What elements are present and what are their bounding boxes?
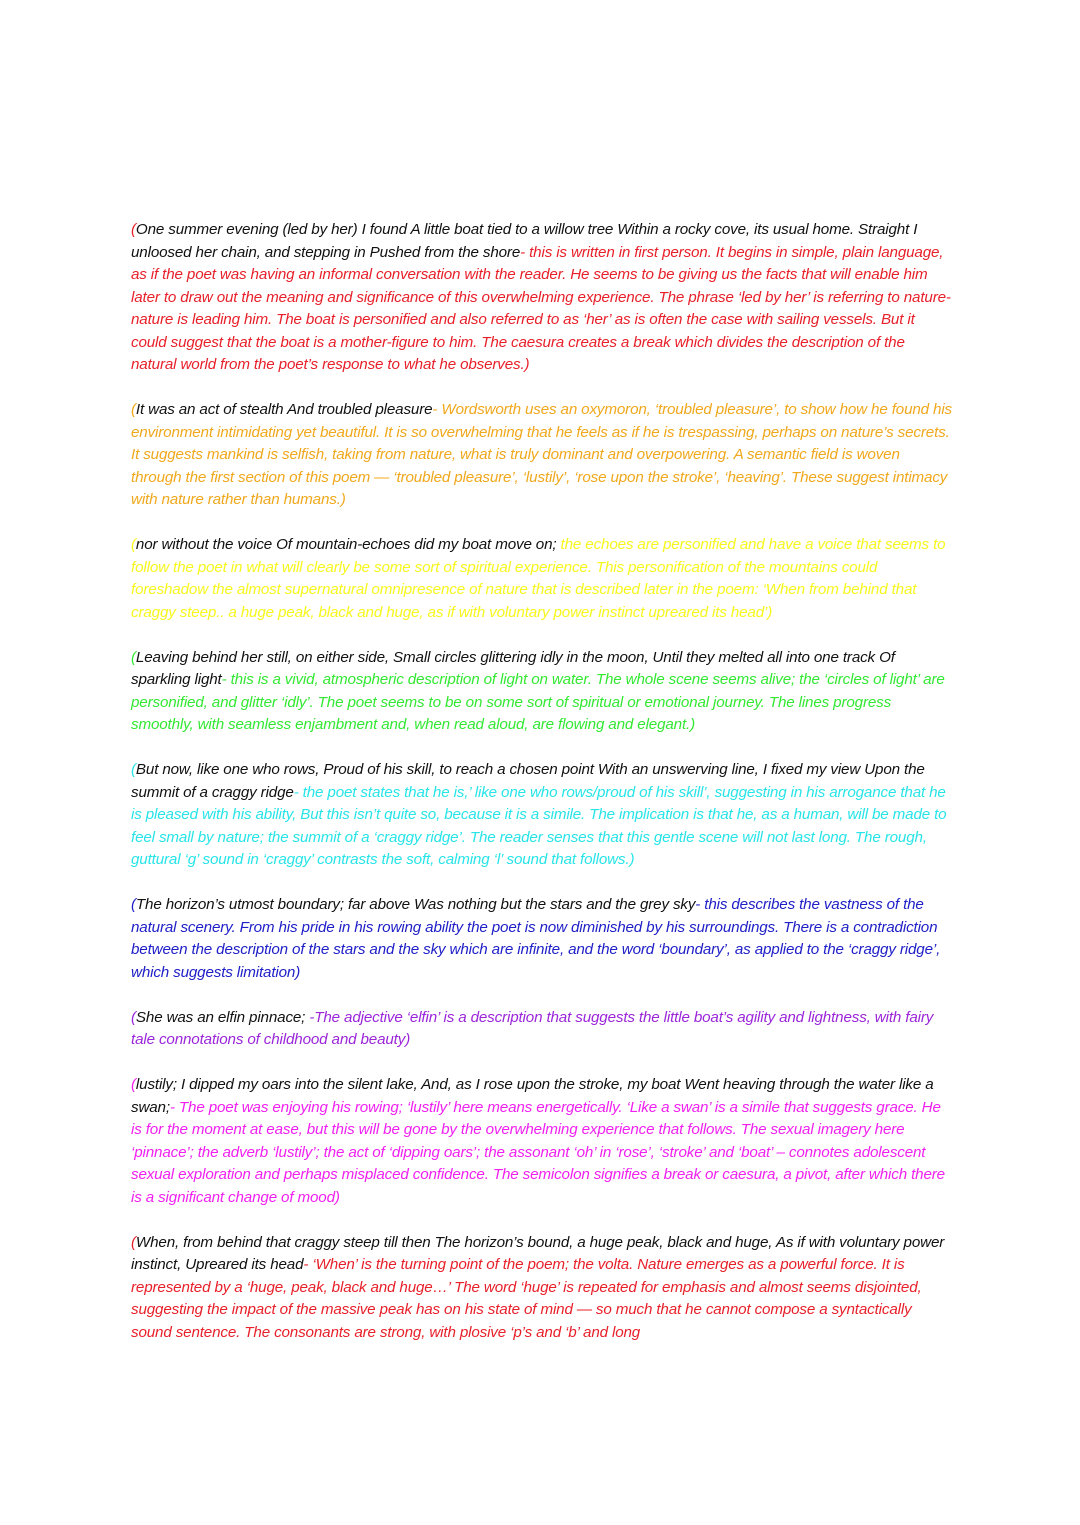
annotation-paragraph-8: [131, 1074, 953, 1209]
annotation-paragraph-6: [131, 894, 953, 984]
annotation-paragraph-2: [131, 399, 953, 512]
poem-quote: nor without the voice Of mountain-echoes did my boat move on;: [135, 536, 557, 553]
open-bracket: (: [131, 761, 136, 778]
poem-quote: The horizon’s utmost boundary; far above Was nothing but the stars and the grey sky: [135, 896, 696, 913]
poem-quote: It was an act of stealth And troubled pleasure: [135, 401, 433, 418]
annotation-paragraph-9: [131, 1232, 953, 1345]
open-bracket: (: [131, 1076, 136, 1093]
open-bracket: (: [131, 896, 136, 913]
annotation-text: - this is a vivid, atmospheric description of light on water. The whole scene seems alive; the ‘circles of light’ are personified, and glitter ‘idly’. The poet seems to be on some sort of spiritual or emotional journey. The lines progress smoothly, with seamless enjambment and, when read aloud, are flowing and elegant.): [131, 671, 945, 733]
annotation-paragraph-3: [131, 534, 953, 624]
poem-quote: Leaving behind her still, on either side, Small circles glittering idly in the moon, Until they melted all into one track Of sparkling light: [131, 648, 895, 688]
annotation-text: - this is written in first person. It begins in simple, plain language, as if the poet was having an informal conversation with the reader. He seems to be giving us the facts that will enable him later to draw out the meaning and significance of this overwhelming experience. The phrase ‘led by her’ is referring to nature- nature is leading him. The boat is personified and also referred to as ‘her’ as is often the case with sailing vessels. But it could suggest that the boat is a mother-figure to him. The caesura creates a break which divides the description of the natural world from the poet’s response to what he observes.): [131, 243, 951, 373]
annotation-text: - Wordsworth uses an oxymoron, ‘troubled pleasure’, to show how he found his environment intimidating yet beautiful. It is so overwhelming that he feels as if he is trespassing, perhaps on nature’s secrets. It suggests mankind is selfish, taking from nature, what is truly dominant and overpowering. A semantic field is woven through the first section of this poem — ‘troubled pleasure’, ‘lustily’, ‘rose upon the stroke’, ‘heaving’. These suggest intimacy with nature rather than humans.): [131, 401, 952, 508]
annotation-text: - ‘When’ is the turning point of the poem; the volta. Nature emerges as a powerful force. It is represented by a ‘huge, peak, black and huge…’ The word ‘huge’ is repeated for emphasis and almost seems disjointed, suggesting the impact of the massive peak has on his state of mind — so much that he cannot compose a syntactically sound sentence. The consonants are strong, with plosive ‘p’s and ‘b’ and long: [131, 1256, 922, 1341]
document-page: [131, 219, 953, 1367]
poem-quote: lustily; I dipped my oars into the silent lake, And, as I rose upon the stroke, my boat Went heaving through the water like a swan;: [131, 1076, 934, 1116]
open-bracket: (: [131, 401, 136, 418]
annotation-text: - this describes the vastness of the natural scenery. From his pride in his rowing ability the poet is now diminished by his surroundings. There is a contradiction between the description of the stars and the sky which are infinite, and the word ‘boundary’, as applied to the ‘craggy ridge’, which suggests limitation): [131, 896, 941, 981]
annotation-text: - The poet was enjoying his rowing; ‘lustily’ here means energetically. ‘Like a swan’ is a simile that suggests grace. He is for the moment at ease, but this will be gone by the overwhelming experience that follows. The sexual imagery here ‘pinnace’; the adverb ‘lustily’; the act of ‘dipping oars’; the assonant ‘oh’ in ‘rose’, ‘stroke’ and ‘boat’ – connotes adolescent sexual exploration and perhaps misplaced confidence. The semicolon signifies a break or caesura, a pivot, after which there is a significant change of mood): [131, 1098, 945, 1206]
annotation-text: the echoes are personified and have a voice that seems to follow the poet in what will clearly be some sort of spiritual experience. This personification of the mountains could foreshadow the almost supernatural omnipresence of nature that is described later in the poem: ‘When from behind that craggy steep.. a huge peak, black and huge, as if with voluntary power instinct upreared its head’): [131, 536, 946, 621]
annotation-paragraph-5: [131, 759, 953, 872]
poem-quote: But now, like one who rows, Proud of his skill, to reach a chosen point With an unswerving line, I fixed my view Upon the summit of a craggy ridge: [131, 761, 925, 801]
open-bracket: (: [131, 648, 136, 666]
annotation-paragraph-4: [131, 647, 953, 737]
poem-quote: When, from behind that craggy steep till then The horizon’s bound, a huge peak, black and huge, As if with voluntary power instinct, Upreared its head: [131, 1233, 945, 1273]
open-bracket: (: [131, 1008, 136, 1026]
open-bracket: (: [131, 221, 136, 238]
annotation-paragraph-7: [131, 1007, 953, 1052]
poem-quote: One summer evening (led by her) I found A little boat tied to a willow tree Within a rocky cove, its usual home. Straight I unloosed her chain, and stepping in Pushed from the shore: [131, 221, 918, 261]
open-bracket: (: [131, 1233, 136, 1251]
annotation-text: - the poet states that he is,’ like one who rows/proud of his skill’, suggesting in his arrogance that he is pleased with his ability, But this isn’t quite so, because it is a simile. The implication is that he, as a human, will be made to feel small by nature; the summit of a ‘craggy ridge’. The reader senses that this gentle scene will not last long. The rough, guttural ‘g’ sound in ‘craggy’ contrasts the soft, calming ‘l’ sound that follows.): [131, 783, 947, 868]
annotation-paragraph-1: [131, 219, 953, 377]
poem-quote: She was an elfin pinnace;: [135, 1008, 310, 1026]
open-bracket: (: [131, 536, 136, 553]
annotation-text: -The adjective ‘elfin’ is a description that suggests the little boat’s agility and lightness, with fairy tale connotations of childhood and beauty): [131, 1008, 934, 1048]
